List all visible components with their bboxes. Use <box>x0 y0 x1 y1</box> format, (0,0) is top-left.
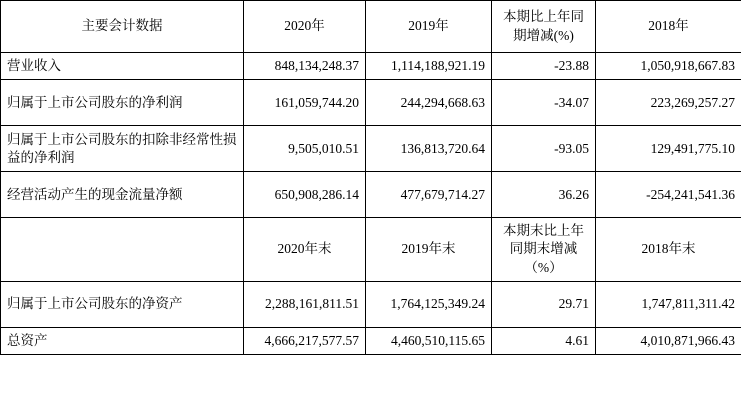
row-net-assets-change: 29.71 <box>492 281 596 327</box>
row-revenue-change: -23.88 <box>492 53 596 80</box>
table-row <box>1 53 741 80</box>
header-2020: 2020年 <box>244 1 366 53</box>
header-2019: 2019年 <box>366 1 492 53</box>
header-change-pct: 本期比上年同期增减(%) <box>492 1 596 53</box>
table-header-row-period-end <box>1 218 741 282</box>
row-net-profit-2019: 244,294,668.63 <box>366 80 492 126</box>
table-row <box>1 172 741 218</box>
header-2018-end: 2018年末 <box>596 218 741 282</box>
row-operating-cashflow-2019: 477,679,714.27 <box>366 172 492 218</box>
row-operating-cashflow-2020: 650,908,286.14 <box>244 172 366 218</box>
row-net-assets-2020: 2,288,161,811.51 <box>244 281 366 327</box>
row-label-net-assets: 归属于上市公司股东的净资产 <box>1 281 244 327</box>
header-metric-label: 主要会计数据 <box>1 1 244 53</box>
row-net-assets-2019: 1,764,125,349.24 <box>366 281 492 327</box>
row-label-total-assets: 总资产 <box>1 327 244 354</box>
row-total-assets-2018: 4,010,871,966.43 <box>596 327 741 354</box>
row-net-profit-deducted-2020: 9,505,010.51 <box>244 126 366 172</box>
row-label-operating-cashflow: 经营活动产生的现金流量净额 <box>1 172 244 218</box>
table-row <box>1 80 741 126</box>
header-2019-end: 2019年末 <box>366 218 492 282</box>
row-net-assets-2018: 1,747,811,311.42 <box>596 281 741 327</box>
header-2018: 2018年 <box>596 1 741 53</box>
row-total-assets-change: 4.61 <box>492 327 596 354</box>
header-metric-label-period-end <box>1 218 244 282</box>
row-label-revenue: 营业收入 <box>1 53 244 80</box>
row-total-assets-2019: 4,460,510,115.65 <box>366 327 492 354</box>
table-row <box>1 281 741 327</box>
row-net-profit-change: -34.07 <box>492 80 596 126</box>
row-net-profit-deducted-change: -93.05 <box>492 126 596 172</box>
row-total-assets-2020: 4,666,217,577.57 <box>244 327 366 354</box>
header-2020-end: 2020年末 <box>244 218 366 282</box>
row-net-profit-2020: 161,059,744.20 <box>244 80 366 126</box>
table-header-row-annual <box>1 1 741 53</box>
table-row <box>1 126 741 172</box>
row-operating-cashflow-change: 36.26 <box>492 172 596 218</box>
row-operating-cashflow-2018: -254,241,541.36 <box>596 172 741 218</box>
header-change-pct-end: 本期末比上年同期末增减（%） <box>492 218 596 282</box>
row-net-profit-2018: 223,269,257.27 <box>596 80 741 126</box>
row-revenue-2020: 848,134,248.37 <box>244 53 366 80</box>
row-revenue-2019: 1,114,188,921.19 <box>366 53 492 80</box>
row-net-profit-deducted-2018: 129,491,775.10 <box>596 126 741 172</box>
row-revenue-2018: 1,050,918,667.83 <box>596 53 741 80</box>
table-row <box>1 327 741 354</box>
row-label-net-profit-deducted: 归属于上市公司股东的扣除非经常性损益的净利润 <box>1 126 244 172</box>
row-label-net-profit: 归属于上市公司股东的净利润 <box>1 80 244 126</box>
row-net-profit-deducted-2019: 136,813,720.64 <box>366 126 492 172</box>
